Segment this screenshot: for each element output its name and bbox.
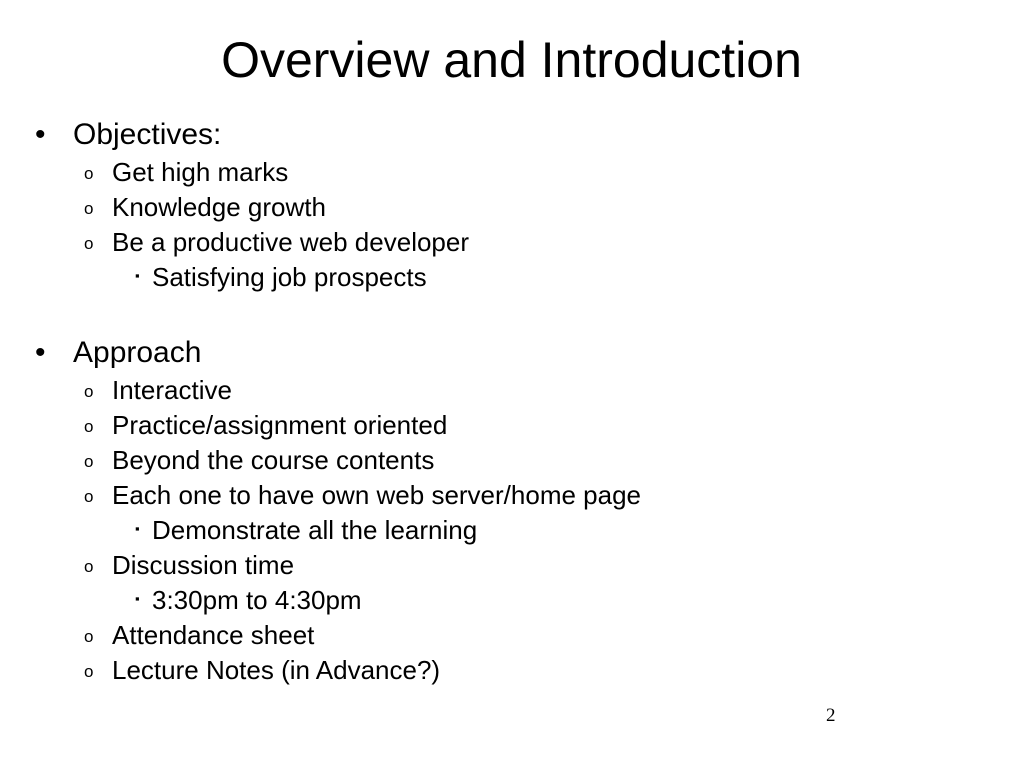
sub-bullet-text: Be a productive web developer xyxy=(112,227,470,257)
circle-bullet-icon: o xyxy=(84,382,94,401)
bullet-heading-objectives: Objectives: xyxy=(73,118,222,151)
bullet-dot-icon: • xyxy=(35,336,46,369)
sub-bullet-text: Interactive xyxy=(112,375,232,405)
circle-bullet-icon: o xyxy=(84,164,94,183)
sub-bullet-text: Knowledge growth xyxy=(112,192,326,222)
sub-bullet-text: Attendance sheet xyxy=(112,620,315,650)
circle-bullet-icon: o xyxy=(84,234,94,253)
circle-bullet-icon: o xyxy=(84,557,94,576)
circle-bullet-icon: o xyxy=(84,417,94,436)
circle-bullet-icon: o xyxy=(84,487,94,506)
sub-bullet-text: Practice/assignment oriented xyxy=(112,410,448,440)
square-bullet-icon: ▪ xyxy=(135,268,140,283)
sub-bullet-text: Lecture Notes (in Advance?) xyxy=(112,655,441,685)
page-number: 2 xyxy=(826,705,836,726)
circle-bullet-icon: o xyxy=(84,662,94,681)
sub-sub-bullet-text: Satisfying job prospects xyxy=(152,262,427,292)
sub-bullet-text: Get high marks xyxy=(112,157,289,187)
circle-bullet-icon: o xyxy=(84,199,94,218)
circle-bullet-icon: o xyxy=(84,627,94,646)
square-bullet-icon: ▪ xyxy=(135,591,140,606)
sub-bullet-text: Beyond the course contents xyxy=(112,445,435,475)
square-bullet-icon: ▪ xyxy=(135,521,140,536)
bullet-heading-approach: Approach xyxy=(73,336,202,369)
slide-title: Overview and Introduction xyxy=(221,32,802,88)
sub-sub-bullet-text: Demonstrate all the learning xyxy=(152,515,478,545)
circle-bullet-icon: o xyxy=(84,452,94,471)
bullet-dot-icon: • xyxy=(35,118,46,151)
sub-bullet-text: Discussion time xyxy=(112,550,295,580)
sub-sub-bullet-text: 3:30pm to 4:30pm xyxy=(152,585,362,615)
sub-bullet-text: Each one to have own web server/home page xyxy=(112,480,642,510)
